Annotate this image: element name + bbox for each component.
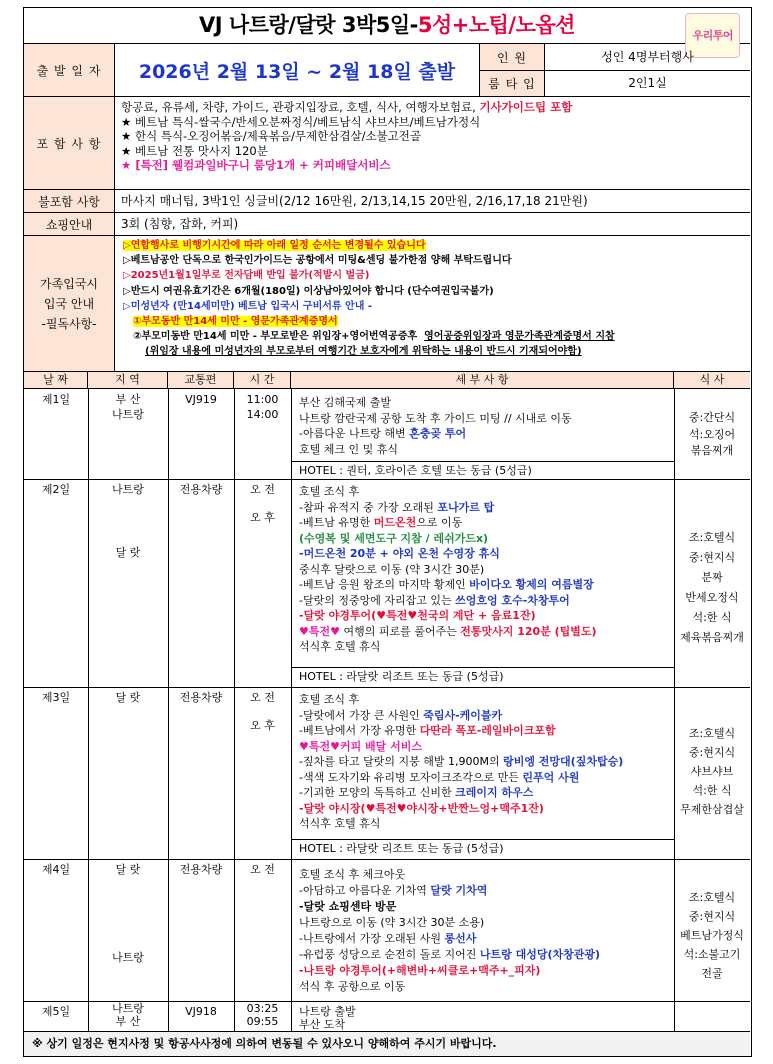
departure-date: 2026년 2월 13일 ~ 2월 18일 출발 [115,44,480,97]
day-meals: 조:호텔식 중:현지식 분짜 반세오정식 석:한 식 제육볶음찌개 [680,531,744,644]
day-meals: 조:호텔식 중:현지식 베트남가정식 석:소불고기 전골 [680,891,744,980]
included-line: ★ 베트남 전통 맛사지 120분 [121,143,268,158]
included-list [115,97,750,190]
region: 나트랑 부 산 [112,1002,144,1028]
room-value: 2인1실 [545,71,750,97]
region: 부 산 나트랑 [112,393,144,421]
day-label: 제1일 [41,393,71,406]
time: 오 전 오 후 [250,483,275,524]
page-title: VJ 나트랑/달랏 3박5일-5성+노팁/노옵션 우리투어 [24,8,750,44]
included-line: ★ 한식 특식-오징어볶음/제육볶음/무제한삼겹살/소불고전골 [121,129,422,143]
brand-logo: 우리투어 [685,13,740,58]
transport: 전용차량 [179,863,223,876]
excluded-label: 불포함 사항 [24,190,115,213]
col-header-date: 날 짜 [24,372,88,389]
col-header-details: 세 부 사 항 [291,372,674,389]
shopping-value: 3회 (침향, 잡화, 커피) [115,213,750,236]
notice-highlight: ▷연합행사로 비행기시간에 따라 아래 일정 순서는 변경될수 있습니다 [123,240,426,251]
day-label: 제2일 [41,483,71,496]
col-header-region: 지 역 [88,372,168,389]
region: 나트랑 달 랏 [112,483,144,559]
day-meals: 조:호텔식 중:현지식 샤브샤브 석:한 식 무제한삼겹살 [680,727,744,816]
included-label: 포 함 사 항 [24,97,115,190]
day-details: 호텔 조식 후 -달랏에서 가장 큰 사원인 죽림사-케이블카 -베트남에서 가장 유명한 다딴라 폭포-레일바이크포함 ♥특전♥커피 배달 서비스 -짚차를 타고 달랏의 지붕 해발 1,900M의 랑비엥 전망대(짚차탑승) -색색 도자기와 유리병 모자이크조각으로 만든 린푸억 사원 -기괴한 모양의 독특하고 신비한 크레이지 하우스 -달랏 야시장(♥특전♥야시장+반짠느엉+맥주1잔) 석식후 호텔 휴식 [299,693,624,830]
day-meals: 중:간단식 석:오징어 볶음찌개 [688,411,736,457]
region: 달 랏 나트랑 [112,863,144,964]
day-details: 호텔 조식 후 체크아웃 -아담하고 아름다운 기차역 달랏 기차역 -달랏 쇼핑센타 방문 나트랑으로 이동 (약 3시간 30분 소용) -나트랑에서 가장 오래된 사원 롱선사 -유럽풍 성당으로 순전히 돌로 지어진 나트랑 대성당(차창관광) -나트랑 야경투어(+해변바+씨클로+맥주+_피자) 석식 후 공항으로 이동 [299,868,601,993]
day-details: 호텔 조식 후 -참파 유적지 중 가장 오래된 포나가르 탑 -베트남 유명한 머드온천으로 이동 (수영복 및 세면도구 지참 / 레쉬가드x) -머드온천 20분 + 야외 온천 수영장 휴식 중식후 달랏으로 이동 (약 3시간 30분) -베트남 응원 왕조의 마지막 황제인 바이다오 황제의 여름별장 -달랏의 정중앙에 자리잡고 있는 쓰엉흐엉 호수-차창투어 -달랏 야경투어(♥특전♥천국의 계단 + 음료1잔) ♥특전♥ 여행의 피로를 풀어주는 전통맛사지 120분 (팁별도) 석식후 호텔 휴식 [299,485,597,653]
time: 03:25 09:55 [246,1002,279,1028]
col-header-meals: 식 사 [674,372,750,389]
persons-label: 인 원 [480,44,545,71]
included-line: 항공료, 유류세, 차량, 가이드, 관광지입장료, 호텔, 식사, 여행자보험료, 기사가이드팁 포함 [121,100,573,114]
transport: VJ919 [185,393,217,406]
room-label: 룸 타 입 [480,71,545,97]
excluded-value: 마사지 매너팁, 3박1인 싱글비(2/12 16만원, 2/13,14,15 20만원, 2/16,17,18 21만원) [115,190,750,213]
day-label: 제4일 [41,863,71,876]
hotel-info: HOTEL : 라달랏 리조트 또는 동급 (5성급) [299,670,504,683]
period-label: 출 발 일 자 [24,44,115,97]
included-line: ★ 베트남 특식-쌀국수/반세오분짜정식/베트남식 샤브샤브/베트남가정식 [121,114,481,129]
footer-note: ※ 상기 일정은 현지사정 및 항공사사정에 의하여 변동될 수 있사오니 양해하여 주시기 바랍니다. [24,1032,750,1056]
included-line: ★ [특전] 웰컴과일바구니 룸당1개 + 커피배달서비스 [121,158,391,172]
transport: 전용차량 [179,691,223,704]
hotel-info: HOTEL : 퀀터, 호라이즌 호텔 또는 동급 (5성급) [299,464,532,477]
transport: VJ918 [185,1005,217,1018]
persons-value: 성인 4명부터행사 [545,44,750,71]
col-header-time: 시 간 [234,372,291,389]
day-label: 제5일 [41,1005,71,1018]
hotel-info: HOTEL : 라달랏 리조트 또는 동급 (5성급) [299,842,504,855]
day-details: 나트랑 출발 부산 도착 [299,1005,356,1031]
shopping-label: 쇼핑안내 [24,213,115,236]
region: 달 랏 [115,691,141,704]
time: 11:00 14:00 [246,393,279,421]
day-label: 제3일 [41,691,71,704]
time: 오 전 오 후 [250,691,275,732]
time: 오 전 [250,863,275,876]
col-header-transport: 교통편 [168,372,234,389]
transport: 전용차량 [179,483,223,496]
notice-list: ▷연합행사로 비행기시간에 따라 아래 일정 순서는 변경될수 있습니다 ▷베트남공안 단독으로 한국인가이드는 공항에서 미팅&센딩 불가한점 양해 부탁드립니다 ▷2025년1월1일부로 전자담배 반입 불가(적발시 벌금) ▷반드시 여권유효기간은 6개월(180일) 이상남아있어야 합니다 (단수여권입국불가) ▷미성년자 (만14세미만) 베트남 입국시 구비서류 안내 - ①부모동반 만14세 미만 - 영문가족관계증명서 ②부모미동반 만14세 미만 - 부모로받은 위임장+영어번역공증후 영어공증위임장과 영문가족관계증명서 지참 (위임장 내용에 미성년자의 부모로부터 여행기간 보호자에게 위탁하는 내용이 반드시 기재되어야함) [115,236,750,372]
day-details: 부산 김해국제 출발 나트랑 깜란국제 공항 도착 후 가이드 미팅 // 시내로 이동 -아름다운 나트랑 해변 혼충곶 투어 호텔 체크 인 및 휴식 [299,396,572,456]
notice-label: 가족입국시 입국 안내 -필독사항- [24,236,115,372]
itinerary-sheet [23,7,752,1057]
